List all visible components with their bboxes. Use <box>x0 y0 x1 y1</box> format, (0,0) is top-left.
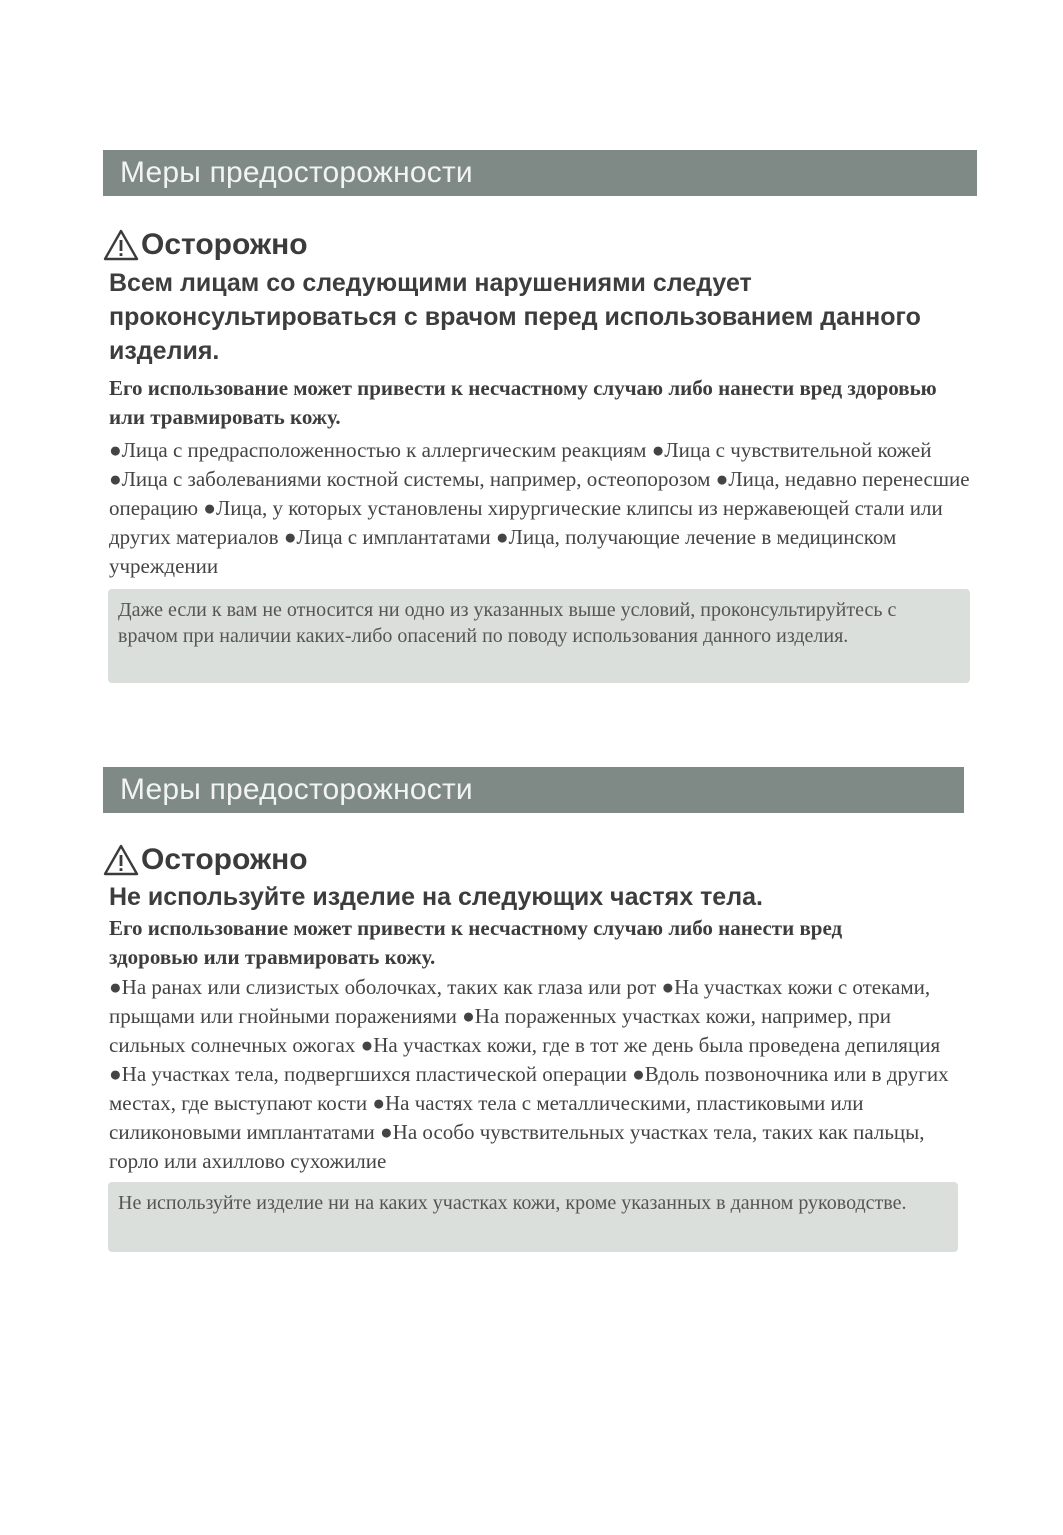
caution-label: Осторожно <box>141 228 308 261</box>
caution-heading <box>103 841 964 879</box>
conditions-list: ●Лица с предрасположенностью к аллергическим реакциям ●Лица с чувствительной кожей ●Лица с заболеваниями костной системы, например, остеопорозом ●Лица, недавно перенесшие операцию ●Лица, у которых установлены хирургические клипсы из нержавеющей стали или других материалов ●Лица с имплантатами ●Лица, получающие лечение в медицинском учреждении <box>109 438 970 578</box>
lead-text: Не используйте изделие на следующих частях тела. <box>109 883 763 911</box>
section-header: Меры предосторожности <box>103 767 964 813</box>
conditions-list: ●На ранах или слизистых оболочках, таких как глаза или рот ●На участках кожи с отеками, прыщами или гнойными поражениями ●На пораженных участках кожи, например, при сильных солнечных ожогах ●На участках кожи, где в тот же день была проведена депиляция ●На участках тела, подвергшихся пластической операции ●Вдоль позвоночника или в других местах, где выступают кости ●На частях тела с металлическими, пластиковыми или силиконовыми имплантатами ●На особо чувствительных участках тела, таких как пальцы, горло или ахиллово сухожилие <box>109 975 949 1173</box>
warning-text: Его использование может привести к несчастному случаю либо нанести вред здоровью или травмировать кожу. <box>109 916 843 969</box>
note-box: Даже если к вам не относится ни одно из указанных выше условий, проконсультируйтесь с врачом при наличии каких-либо опасений по поводу использования данного изделия. <box>108 589 970 683</box>
caution-label: Осторожно <box>141 843 308 876</box>
precautions-section-1 <box>103 150 977 683</box>
precautions-section-2 <box>103 767 964 1252</box>
note-box: Не используйте изделие ни на каких участках кожи, кроме указанных в данном руководстве. <box>108 1182 958 1252</box>
caution-heading <box>103 226 977 264</box>
warning-triangle-icon <box>103 229 139 261</box>
lead-text: Всем лицам со следующими нарушениями следует проконсультироваться с врачом перед использованием данного изделия. <box>109 269 921 365</box>
section-header: Меры предосторожности <box>103 150 977 196</box>
warning-text: Его использование может привести к несчастному случаю либо нанести вред здоровью или травмировать кожу. <box>109 376 937 429</box>
warning-triangle-icon <box>103 844 139 876</box>
